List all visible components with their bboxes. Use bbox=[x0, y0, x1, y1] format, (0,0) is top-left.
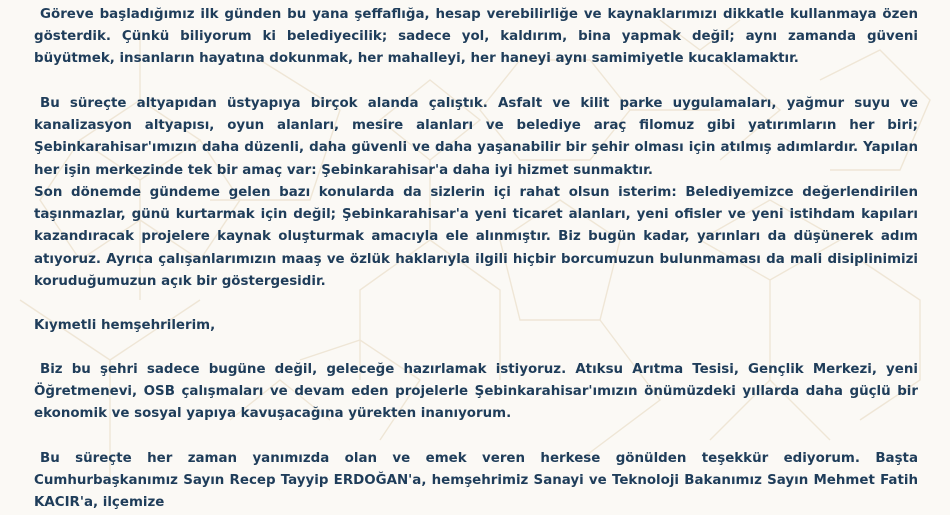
paragraph-thanks: Bu süreçte her zaman yanımızda olan ve emek veren herkese gönülden teşekkür ediyorum. Başta Cumhurbaşkanımız Sayın Recep Tayyip ERDOĞAN'a, hemşehrimiz Sanayi ve Teknoloji Bakanımız Sayın Mehmet Fatih KACIR'a, ilçemize bbox=[34, 451, 918, 511]
paragraph-future-projects: Biz bu şehri sadece bugüne değil, geleceğe hazırlamak istiyoruz. Atıksu Arıtma Tesisi, Gençlik Merkezi, yeni Öğretmenevi, OSB çalışmaları ve devam eden projelerle Şebinkarahisar'ımızın önümüzdeki yıllarda daha güçlü bir ekonomik ve sosyal yapıya kavuşacağına yürekten inanıyorum. bbox=[34, 362, 918, 422]
paragraph-real-estate: Son dönemde gündeme gelen bazı konularda da sizlerin içi rahat olsun isterim: Belediyemizce değerlendirilen taşınmazlar, günü kurtarmak için değil; Şebinkarahisar'a yeni ticaret alanları, yeni ofisler ve yeni istihdam kapıları kazandıracak projelere kaynak oluşturmak amacıyla ele alınmıştır. Biz bugün kadar, yarınları da düşünerek adım atıyoruz. Ayrıca çalışanlarımızın maaş ve özlük haklarıyla ilgili hiçbir borcumuzun bulunmaması da mali disiplinimizi koruduğumuzun açık bir göstergesidir. bbox=[34, 185, 918, 289]
paragraph-transparency: Göreve başladığımız ilk günden bu yana şeffaflığa, hesap verebilirliğe ve kaynaklarımızı dikkatle kullanmaya özen gösterdik. Çünkü biliyorum ki belediyecilik; sadece yol, kaldırım, bina yapmak değil; aynı zamanda güveni büyütmek, insanların hayatına dokunmak, her mahalleyi, her haneyi aynı samimiyetle kucaklamaktır. bbox=[34, 7, 918, 67]
paragraph-salutation: Kıymetli hemşehrilerim, bbox=[34, 318, 216, 333]
paragraph-infrastructure: Bu süreçte altyapıdan üstyapıya birçok alanda çalıştık. Asfalt ve kilit parke uygulamaları, yağmur suyu ve kanalizasyon altyapısı, oyun alanları, mesire alanları ve belediye araç filomuz gibi yatırımların her biri; Şebinkarahisar'ımızın daha düzenli, daha güvenli ve daha yaşanabilir bir şehir olması için atılmış adımlardır. Yapılan her işin merkezinde tek bir amaç var: Şebinkarahisar'a daha iyi hizmet sunmaktır. bbox=[34, 96, 918, 178]
